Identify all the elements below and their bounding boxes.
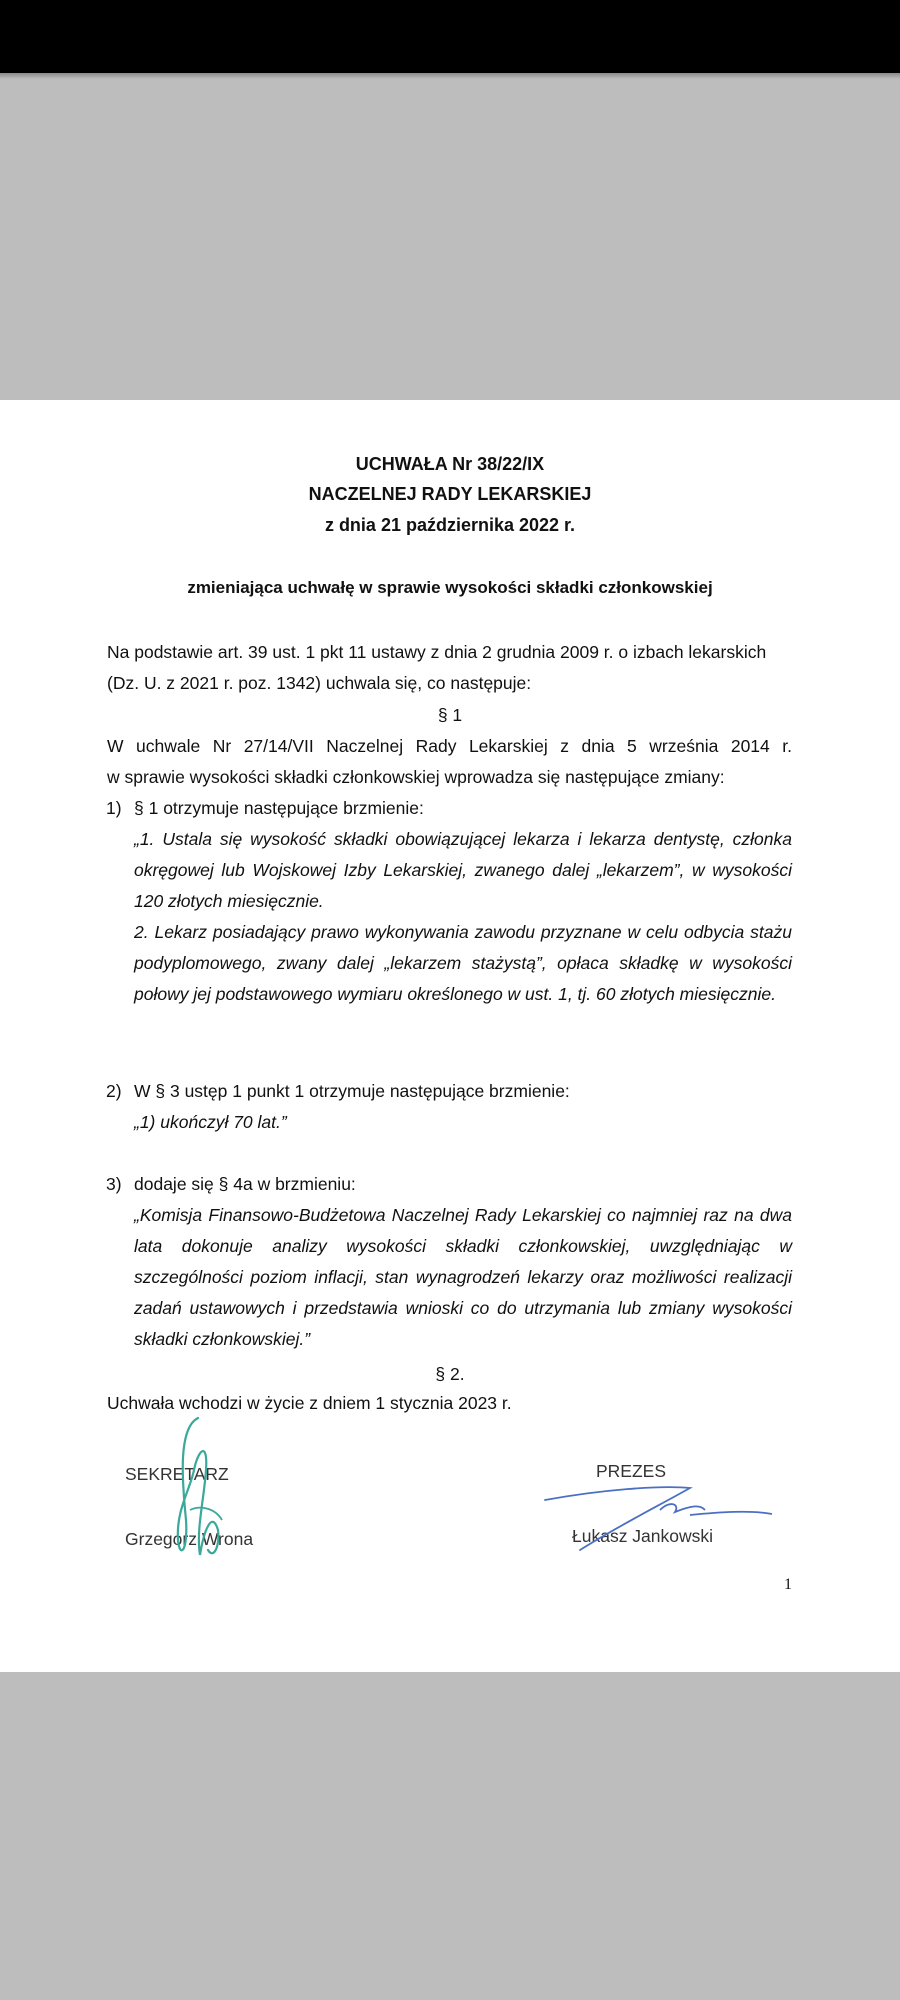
amend-line-2: w sprawie wysokości składki członkowskiej wprowadza się następujące zmiany: [107, 767, 725, 787]
section-2-heading: § 2. [435, 1364, 465, 1384]
issuing-body: NACZELNEJ RADY LEKARSKIEJ [308, 484, 592, 504]
resolution-date: z dnia 21 października 2022 r. [324, 515, 576, 535]
item-2-heading: W § 3 ustęp 1 punkt 1 otrzymuje następujące brzmienie: [134, 1081, 570, 1101]
effective-date: Uchwała wchodzi w życie z dniem 1 stycznia 2023 r. [107, 1393, 512, 1413]
document-page [0, 400, 900, 1672]
president-signature [540, 1470, 780, 1560]
status-bar-shadow [0, 73, 900, 79]
item-2-number: 2) [106, 1081, 122, 1101]
item-1-number: 1) [106, 798, 122, 818]
secretary-role: SEKRETARZ [125, 1464, 229, 1484]
item-1-paragraph-2: 2. Lekarz posiadający prawo wykonywania zawodu przyznane w celu odbycia stażu podyplomowego, zwany dalej „lekarzem stażystą”, opłaca składkę w wysokości połowy jej podstawowego wymiaru określonego w ust. 1, tj. 60 złotych miesięcznie. [134, 922, 792, 1004]
item-3-number: 3) [106, 1174, 122, 1194]
section-1-heading: § 1 [437, 705, 463, 725]
item-3-heading: dodaje się § 4a w brzmieniu: [134, 1174, 356, 1194]
intro-line-1: Na podstawie art. 39 ust. 1 pkt 11 ustawy z dnia 2 grudnia 2009 r. o izbach lekarskich [107, 642, 767, 662]
president-role: PREZES [596, 1461, 667, 1481]
amend-line-1: W uchwale Nr 27/14/VII Naczelnej Rady Lekarskiej z dnia 5 września 2014 r. [107, 736, 792, 756]
secretary-name: Grzegorz Wrona [125, 1529, 254, 1549]
intro-line-2: (Dz. U. z 2021 r. poz. 1342) uchwala się, co następuje: [107, 673, 532, 693]
item-1-heading: § 1 otrzymuje następujące brzmienie: [134, 798, 424, 818]
secretary-signature [160, 1410, 240, 1570]
resolution-number: UCHWAŁA Nr 38/22/IX [355, 454, 545, 474]
status-bar [0, 0, 900, 73]
president-name: Łukasz Jankowski [572, 1526, 714, 1546]
resolution-subject: zmieniająca uchwałę w sprawie wysokości składki członkowskiej [187, 578, 713, 597]
item-1-paragraph-1: „1. Ustala się wysokość składki obowiązującej lekarza i lekarza dentystę, członka okręgowej lub Wojskowej Izby Lekarskiej, zwanego dalej „lekarzem”, w wysokości 120 złotych miesięcznie. [134, 829, 792, 911]
page-number: 1 [784, 1576, 792, 1593]
item-2-quote: „1) ukończył 70 lat.” [134, 1112, 287, 1132]
item-3-quote: „Komisja Finansowo-Budżetowa Naczelnej Rady Lekarskiej co najmniej raz na dwa lata dokonuje analizy wysokości składki członkowskiej, uwzględniając w szczególności poziom inflacji, stan wynagrodzeń lekarzy oraz możliwości realizacji zadań ustawowych i przedstawia wnioski co do utrzymania lub zmiany wysokości składki członkowskiej.” [134, 1205, 792, 1349]
